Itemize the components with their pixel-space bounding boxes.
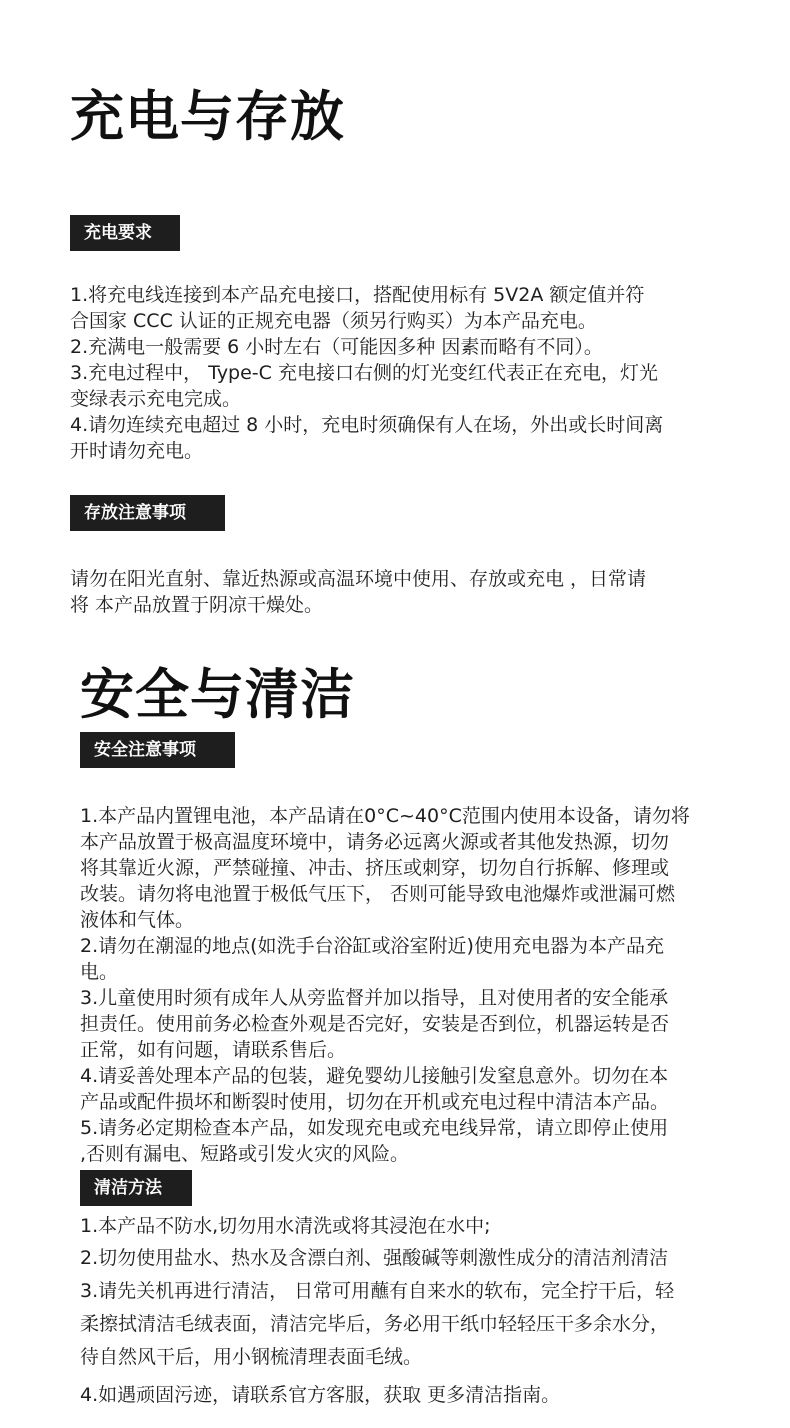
tag-storage-notes: 存放注意事项 xyxy=(70,495,225,531)
cleaning-line: 4.如遇顽固污迹，请联系官方客服，获取 更多清洁指南。 xyxy=(80,1384,561,1406)
safety-line: 正常，如有问题，请联系售后。 xyxy=(80,1039,347,1061)
charging-line: 1.将充电线连接到本产品充电接口，搭配使用标有 5V2A 额定值并符 xyxy=(70,284,645,306)
safety-line: ,否则有漏电、短路或引发火灾的风险。 xyxy=(80,1143,410,1165)
safety-line: 5.请务必定期检查本产品，如发现充电或充电线异常，请立即停止使用 xyxy=(80,1117,669,1139)
safety-line: 将其靠近火源，严禁碰撞、冲击、挤压或刺穿，切勿自行拆解、修理或 xyxy=(80,857,670,879)
safety-line: 产品或配件损坏和断裂时使用，切勿在开机或充电过程中清洁本产品。 xyxy=(80,1091,670,1113)
safety-line: 电。 xyxy=(80,961,119,983)
safety-line: 1.本产品内置锂电池，本产品请在0°C~40°C范围内使用本设备，请勿将 xyxy=(80,805,690,827)
charging-line: 变绿表示充电完成。 xyxy=(70,388,242,410)
storage-line: 请勿在阳光直射、靠近热源或高温环境中使用、存放或充电 ，日常请 xyxy=(70,568,647,590)
cleaning-line: 2.切勿使用盐水、热水及含漂白剂、强酸碱等刺激性成分的清洁剂清洁 xyxy=(80,1247,669,1269)
charging-line: 合国家 CCC 认证的正规充电器（须另行购买）为本产品充电。 xyxy=(70,310,597,332)
safety-line: 改装。请勿将电池置于极低气压下， 否则可能导致电池爆炸或泄漏可燃 xyxy=(80,883,676,905)
safety-line: 2.请勿在潮湿的地点(如洗手台浴缸或浴室附近)使用充电器为本产品充 xyxy=(80,935,664,957)
charging-line: 4.请勿连续充电超过 8 小时，充电时须确保有人在场，外出或长时间离 xyxy=(70,414,664,436)
cleaning-line: 柔擦拭清洁毛绒表面，清洁完毕后，务必用干纸巾轻轻压干多余水分， xyxy=(80,1313,670,1335)
charging-line: 2.充满电一般需要 6 小时左右（可能因多种 因素而略有不同）。 xyxy=(70,336,603,358)
safety-line: 4.请妥善处理本产品的包装，避免婴幼儿接触引发窒息意外。切勿在本 xyxy=(80,1065,669,1087)
safety-line: 本产品放置于极高温度环境中，请务必远离火源或者其他发热源，切勿 xyxy=(80,831,670,853)
charging-line: 3.充电过程中， Type-C 充电接口右侧的灯光变红代表正在充电，灯光 xyxy=(70,362,658,384)
cleaning-line: 1.本产品不防水,切勿用水清洗或将其浸泡在水中; xyxy=(80,1215,491,1237)
section-title-safety-cleaning: 安全与清洁 xyxy=(80,663,355,726)
safety-line: 担责任。使用前务必检查外观是否完好，安装是否到位，机器运转是否 xyxy=(80,1013,670,1035)
cleaning-line: 3.请先关机再进行清洁， 日常可用蘸有自来水的软布，完全拧干后，轻 xyxy=(80,1280,675,1302)
tag-safety-notes: 安全注意事项 xyxy=(80,732,235,768)
tag-charging-requirements: 充电要求 xyxy=(70,215,180,251)
storage-line: 将 本产品放置于阴凉干燥处。 xyxy=(70,594,324,616)
cleaning-line: 待自然风干后，用小钢梳清理表面毛绒。 xyxy=(80,1346,423,1368)
section-title-charging-storage: 充电与存放 xyxy=(70,85,345,148)
safety-line: 液体和气体。 xyxy=(80,909,195,931)
safety-line: 3.儿童使用时须有成年人从旁监督并加以指导，且对使用者的安全能承 xyxy=(80,987,669,1009)
charging-line: 开时请勿充电。 xyxy=(70,440,204,462)
tag-cleaning-method: 清洁方法 xyxy=(80,1170,192,1206)
